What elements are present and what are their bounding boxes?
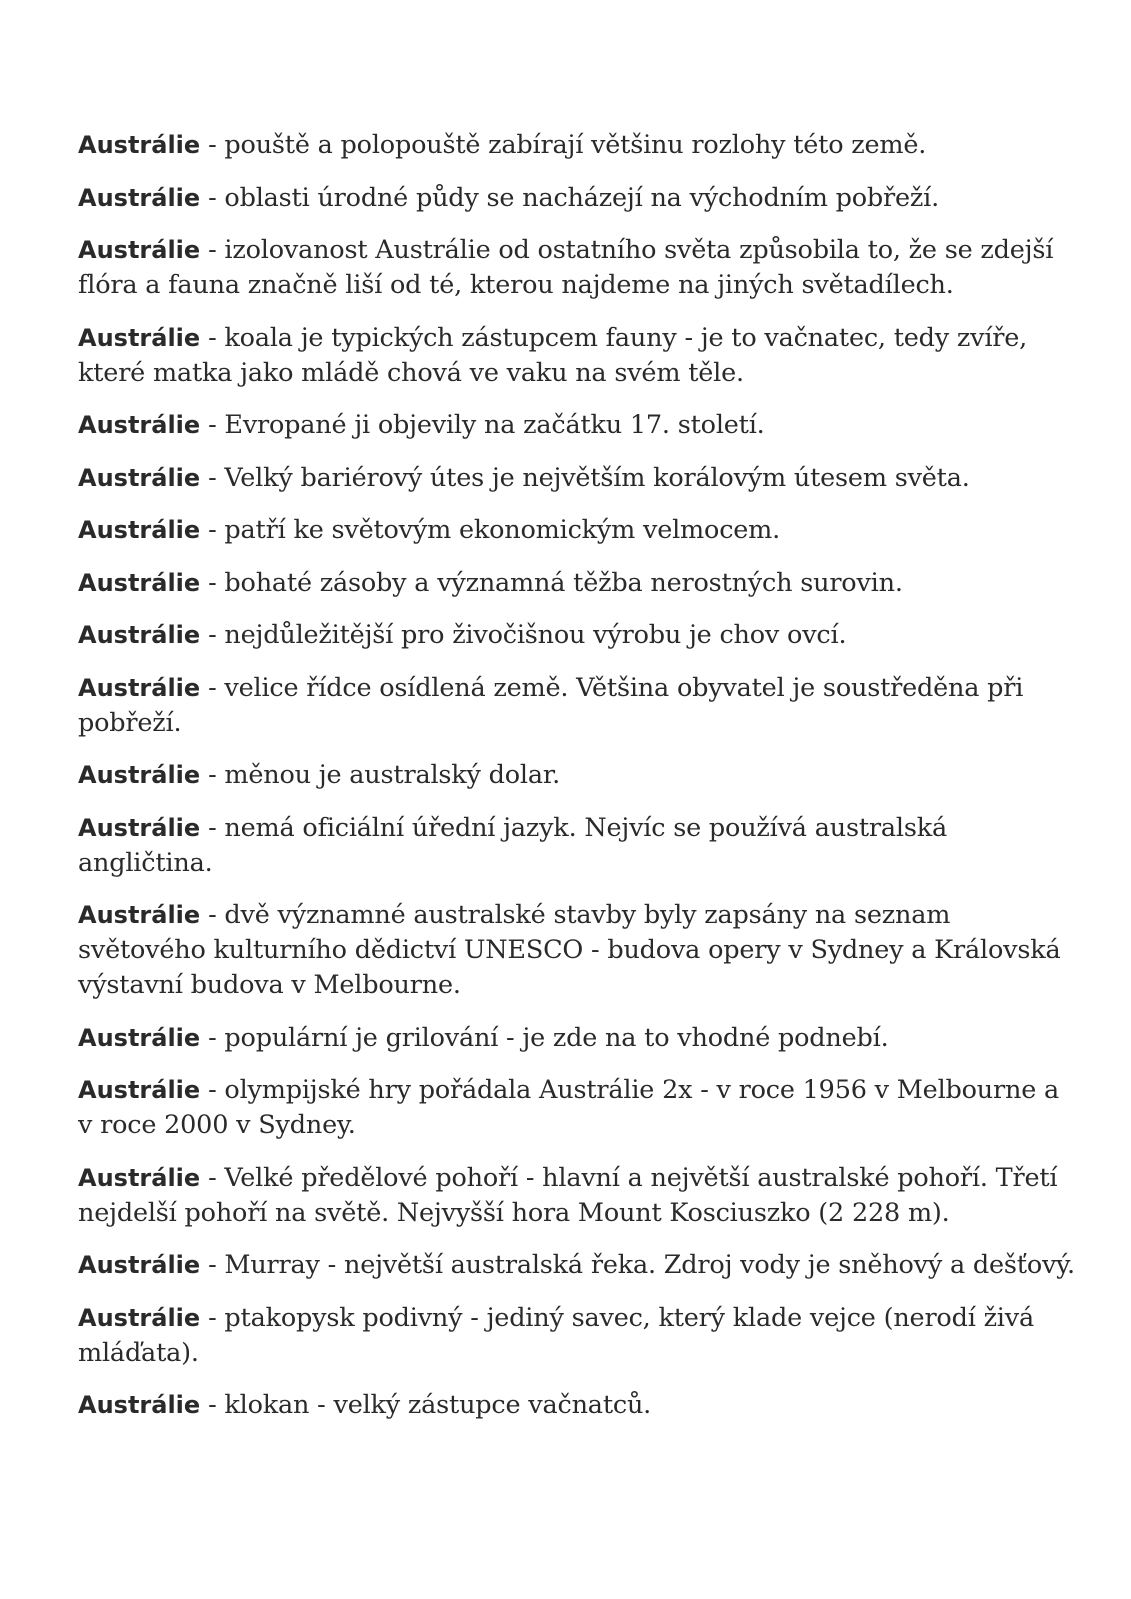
entry-separator: - [200,1390,225,1420]
entry-separator: - [200,515,225,545]
document-page [78,128,1078,1441]
fact-entry [78,408,1078,443]
entry-separator: - [200,672,225,703]
entry-separator: - [200,130,225,160]
entry-text: Velké předělové pohoří - hlavní a největší australské pohoří. Třetí nejdelší pohoří na světě. Nejvyšší hora Mount Kosciuszko (2 228 m). [78,1162,1058,1228]
entry-label: Austrálie [78,1076,201,1104]
entry-text: nemá oficiální úřední jazyk. Nejvíc se používá australská angličtina. [78,812,947,878]
entry-label: Austrálie [78,673,201,702]
entry-label: Austrálie [78,1163,201,1192]
entry-text: koala je typických zástupcem fauny - je to vačnatec, tedy zvíře, které matka jako mládě chová ve vaku na svém těle. [78,322,1028,388]
entry-separator: - [200,235,225,265]
entry-text: pouště a polopouště zabírají většinu rozlohy této země. [224,130,927,160]
entry-text: klokan - velký zástupce vačnatců. [224,1390,652,1420]
entry-separator: - [200,1302,225,1333]
entry-separator: - [200,182,225,213]
entry-separator: - [200,1022,225,1053]
entry-label: Austrálie [78,183,201,212]
fact-entry [78,128,1078,163]
entry-label: Austrálie [78,131,201,159]
entry-separator: - [200,620,225,650]
entry-separator: - [200,1075,225,1105]
entry-text: Velký bariérový útes je největším korálovým útesem světa. [224,462,970,493]
entry-separator: - [200,812,225,843]
entry-label: Austrálie [78,323,201,352]
entry-text: dvě významné australské stavby byly zapsány na seznam světového kulturního dědictví UNESCO - budova opery v Sydney a Královská výstavní budova v Melbourne. [78,900,1061,1000]
entry-separator: - [200,900,225,930]
entry-label: Austrálie [78,463,201,492]
entry-text: izolovanost Austrálie od ostatního světa způsobila to, že se zdejší flóra a fauna značně liší od té, kterou najdeme na jiných světadílech. [78,235,1054,300]
entry-label: Austrálie [78,1303,201,1332]
entry-text: nejdůležitější pro živočišnou výrobu je chov ovcí. [224,620,847,650]
entry-label: Austrálie [78,1251,201,1279]
entry-text: měnou je australský dolar. [224,760,560,790]
entry-text: Murray - největší australská řeka. Zdroj vody je sněhový a dešťový. [224,1250,1075,1280]
fact-entry [78,566,1078,601]
entry-separator: - [200,567,225,598]
entry-separator: - [200,322,225,353]
fact-entry [78,1021,1078,1056]
fact-entry [78,1301,1078,1371]
entry-label: Austrálie [78,813,201,842]
fact-entry [78,513,1078,548]
entry-text: velice řídce osídlená země. Většina obyvatel je soustředěna při pobřeží. [78,672,1024,738]
entry-text: olympijské hry pořádala Austrálie 2x - v roce 1956 v Melbourne a v roce 2000 v Sydney. [78,1075,1060,1140]
fact-entry [78,898,1078,1003]
entry-label: Austrálie [78,621,201,649]
fact-entry [78,1073,1078,1143]
entry-separator: - [200,1162,225,1193]
fact-entry [78,1248,1078,1283]
entry-text: populární je grilování - je zde na to vhodné podnebí. [224,1022,889,1053]
entry-label: Austrálie [78,1391,201,1419]
entry-label: Austrálie [78,1023,201,1052]
fact-entry [78,233,1078,303]
entry-text: ptakopysk podivný - jediný savec, který klade vejce (nerodí živá mláďata). [78,1302,1034,1368]
entry-separator: - [200,760,225,790]
entry-separator: - [200,1250,225,1280]
fact-entry [78,758,1078,793]
entry-text: patří ke světovým ekonomickým velmocem. [224,515,781,545]
entry-label: Austrálie [78,516,201,544]
entry-label: Austrálie [78,568,201,597]
entry-label: Austrálie [78,236,201,264]
fact-entry [78,461,1078,496]
fact-entry [78,618,1078,653]
fact-entry [78,671,1078,741]
fact-entry [78,321,1078,391]
entry-label: Austrálie [78,411,201,439]
entry-label: Austrálie [78,901,201,929]
fact-entry [78,811,1078,881]
fact-entry [78,1161,1078,1231]
entry-text: Evropané ji objevily na začátku 17. století. [224,410,765,440]
entry-text: bohaté zásoby a významná těžba nerostných surovin. [224,567,903,598]
fact-entry [78,1388,1078,1423]
entry-text: oblasti úrodné půdy se nacházejí na východním pobřeží. [224,182,940,213]
fact-entry [78,181,1078,216]
entry-separator: - [200,462,225,493]
entry-label: Austrálie [78,761,201,789]
entry-separator: - [200,410,225,440]
